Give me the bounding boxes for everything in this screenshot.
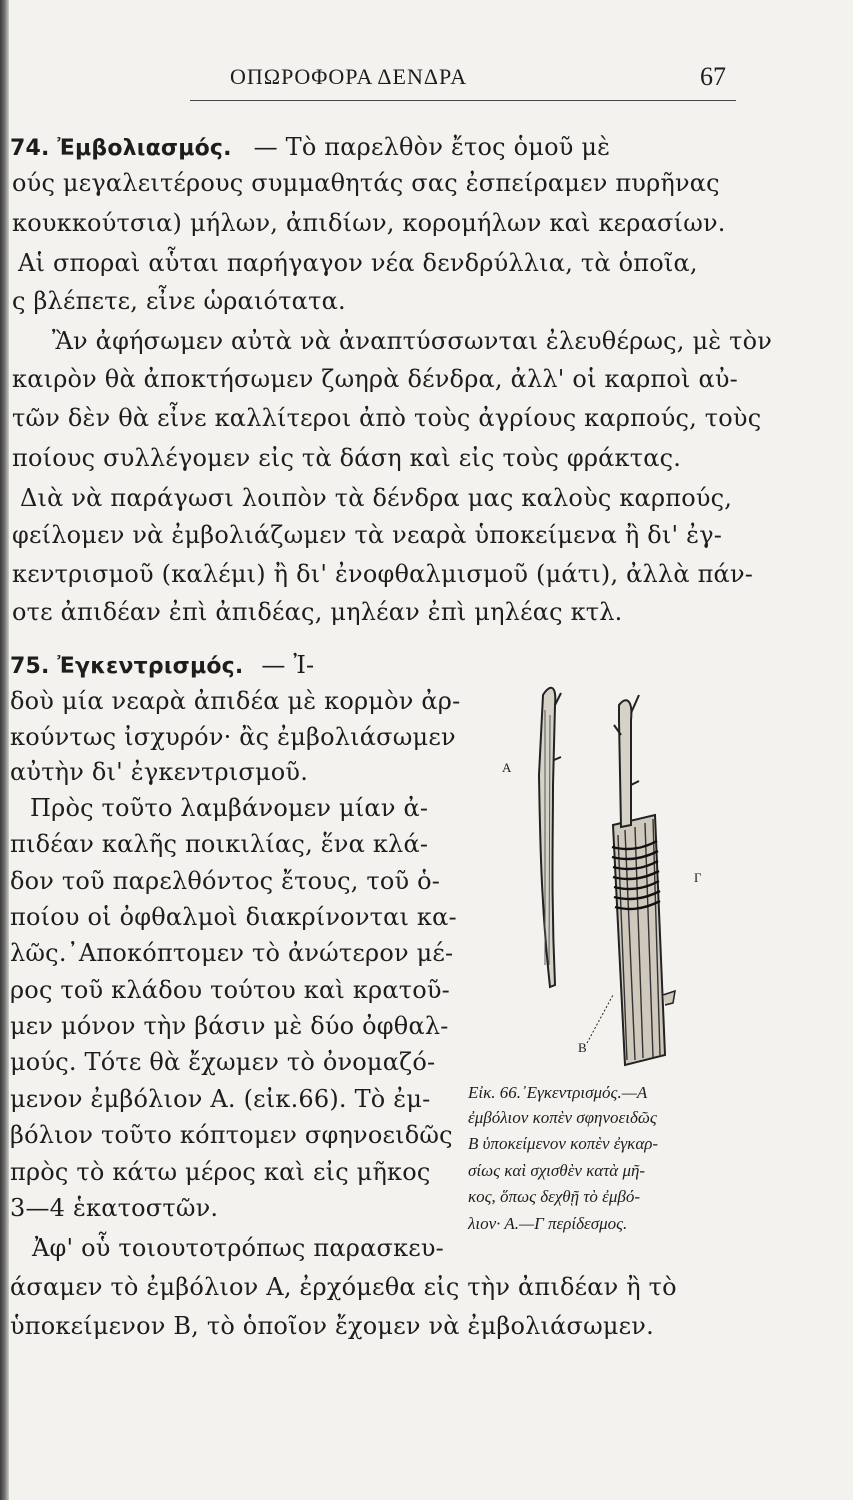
figure-label-b: Β — [578, 1040, 587, 1055]
section-74-line-8: ποίους συλλέγομεν εἰς τὰ δάση καὶ εἰς τοὺς φράκτας. — [12, 444, 682, 472]
section-74-title: Ἐμβολιασμός. — [57, 136, 232, 161]
section-74-line-1: ούς μεγαλειτέρους συμμαθητάς σας ἐσπείραμεν πυρῆνας — [12, 169, 720, 197]
figure-caption-3: σίως καὶ σχισθὲν κατὰ μῆ- — [468, 1161, 646, 1180]
section-74-line-5: Ἂν ἀφήσωμεν αὐτὰ νὰ ἀναπτύσσωνται ἐλευθέρως, μὲ τὸν — [52, 327, 773, 355]
section-75-line-2: κούντως ἰσχυρόν· ἂς ἐμβολιάσωμεν — [10, 723, 456, 751]
section-75-line-6: δον τοῦ παρελθόντος ἔτους, τοῦ ὁ- — [10, 867, 441, 895]
section-74-line-2: κουκκούτσια) μήλων, ἀπιδίων, κορομήλων καὶ κερασίων. — [12, 209, 726, 237]
stock-drawing — [613, 695, 675, 1065]
section-75-line-5: πιδέαν καλῆς ποικιλίας, ἕνα κλά- — [10, 830, 429, 858]
section-75-line-8: λῶς.᾿Αποκόπτομεν τὸ ἀνώτερον μέ- — [10, 939, 454, 967]
section-75-line-10: μεν μόνον τὴν βάσιν μὲ δύο ὀφθαλ- — [10, 1012, 449, 1040]
section-75-line-9: ρος τοῦ κλάδου τούτου καὶ κρατοῦ- — [10, 976, 450, 1004]
running-title: ΟΠΩΡΟΦΟΡΑ ΔΕΝΔΡΑ — [230, 64, 468, 89]
section-75-line-1: δοὺ μία νεαρὰ ἀπιδέα μὲ κορμὸν ἀρ- — [10, 687, 461, 715]
section-75-line-14: πρὸς τὸ κάτω μέρος καὶ εἰς μῆκος — [10, 1158, 431, 1186]
section-74-line-11: κεντρισμοῦ (καλέμι) ἢ δι' ἐνοφθαλμισμοῦ (μάτι), ἀλλὰ πάν- — [12, 560, 754, 588]
figure-caption-5: λιον· Α.—Γ περίδεσμος. — [468, 1214, 628, 1233]
page-gutter-shadow — [0, 0, 9, 1500]
figure-caption-0: Εἰκ. 66.᾿Εγκεντρισμός.—Α — [468, 1083, 648, 1102]
figure-caption-2: Β ὑποκείμενον κοπὲν ἐγκαρ- — [468, 1134, 659, 1153]
section-75-line-11: μούς. Τότε θὰ ἔχωμεν τὸ ὀνομαζό- — [10, 1048, 436, 1076]
section-75-line-17: άσαμεν τὸ ἐμβόλιον Α, ἐρχόμεθα εἰς τὴν ἀπιδέαν ἢ τὸ — [10, 1273, 677, 1301]
section-75-number: 75. — [10, 654, 50, 679]
section-74-line-3: Αἱ σποραὶ αὗται παρήγαγον νέα δενδρύλλια, τὰ ὁποῖα, — [18, 249, 698, 277]
section-75-line-0: — Ἰ- — [261, 651, 315, 679]
section-74-number: 74. — [10, 136, 50, 161]
figure-label-g: Γ — [694, 870, 702, 885]
section-75-title: Ἐγκεντρισμός. — [57, 654, 244, 679]
figure-caption-4: κος, ὅπως δεχθῇ τὸ ἐμβό- — [468, 1187, 641, 1206]
section-75-line-16: Ἀφ' οὗ τοιουτοτρόπως παρασκευ- — [32, 1234, 444, 1262]
section-75-line-15: 3—4 ἑκατοστῶν. — [10, 1194, 219, 1222]
section-74-line-12: οτε ἀπιδέαν ἐπὶ ἀπιδέας, μηλέαν ἐπὶ μηλέας κτλ. — [12, 598, 623, 626]
section-74-heading — [10, 132, 610, 164]
section-75-line-7: ποίου οἱ ὀφθαλμοὶ διακρίνονται κα- — [10, 903, 457, 931]
section-75-line-3: αὐτὴν δι' ἐγκεντρισμοῦ. — [10, 758, 309, 786]
section-75-line-4: Πρὸς τοῦτο λαμβάνομεν μίαν ἀ- — [30, 794, 429, 822]
section-75-line-12: μενον ἐμβόλιον Α. (εἰκ.66). Τὸ ἐμ- — [10, 1085, 431, 1113]
section-74-line-4: ς βλέπετε, εἶνε ὡραιότατα. — [12, 287, 346, 315]
section-74-line-9: Διὰ νὰ παράγωσι λοιπὸν τὰ δένδρα μας καλοὺς καρπούς, — [20, 484, 733, 512]
figure-caption-1: ἐμβόλιον κοπὲν σφηνοειδῶς — [468, 1108, 657, 1127]
section-74-line-0: — Τὸ παρελθὸν ἔτος ὁμοῦ μὲ — [253, 133, 611, 161]
section-75-heading — [10, 650, 314, 682]
figure-label-a: Α — [502, 760, 512, 775]
section-75-line-18: ὑποκείμενον Β, τὸ ὁποῖον ἔχομεν νὰ ἐμβολιάσωμεν. — [10, 1312, 654, 1340]
section-74-line-7: τῶν δὲν θὰ εἶνε καλλίτεροι ἀπὸ τοὺς ἀγρίους καρπούς, τοὺς — [12, 404, 762, 432]
section-75-line-13: βόλιον τοῦτο κόπτομεν σφηνοειδῶς — [10, 1121, 453, 1149]
section-74-line-10: φείλομεν νὰ ἐμβολιάζωμεν τὰ νεαρὰ ὑποκείμενα ἢ δι' ἐγ- — [12, 521, 723, 549]
header-rule — [190, 100, 736, 101]
scion-drawing — [539, 688, 561, 987]
section-74-line-6: καιρὸν θὰ ἀποκτήσωμεν ζωηρὰ δένδρα, ἀλλ' οἱ καρποὶ αὐ- — [12, 365, 738, 393]
page-number: 67 — [700, 62, 726, 91]
